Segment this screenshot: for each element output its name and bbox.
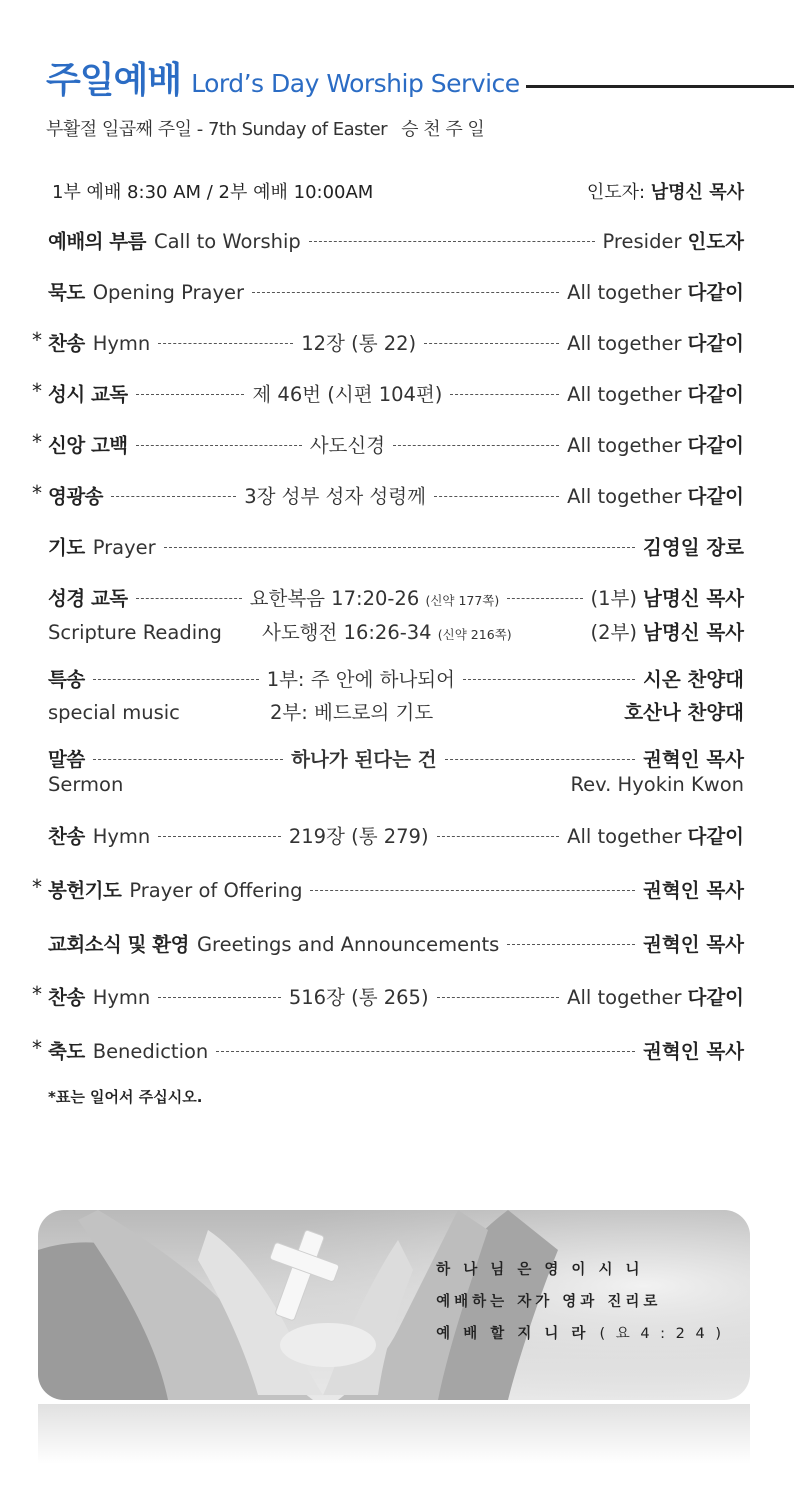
standing-mark: * xyxy=(32,430,42,454)
item-detail: 요한복음 17:20-26 (신약 177쪽) xyxy=(249,587,500,610)
leader-dashes xyxy=(252,292,559,293)
leader-dashes xyxy=(136,394,245,395)
item-detail: 1부: 주 안에 하나되어 xyxy=(266,668,455,691)
leader-dashes xyxy=(445,759,635,760)
standing-note: *표는 일어서 주십시오. xyxy=(48,1088,203,1106)
subtitle-main: 부활절 일곱째 주일 - 7th Sunday of Easter xyxy=(46,119,388,140)
verse-line-3: 예 배 할 지 니 라 ( 요 4 : 2 4 ) xyxy=(436,1326,724,1342)
verse-reference: ( 요 4 : 2 4 ) xyxy=(599,1326,724,1342)
item-title: 기도 xyxy=(48,536,85,559)
item-title: 예배의 부름 xyxy=(48,230,146,253)
item-detail: 사도신경 xyxy=(309,434,386,457)
banner-reflection xyxy=(38,1404,750,1464)
leader-dashes xyxy=(136,445,302,446)
item-leader: All together 다같이 xyxy=(567,434,745,457)
leader-dashes xyxy=(437,997,560,998)
leader-dashes xyxy=(164,547,635,548)
item-leader: (2부) 남명신 목사 xyxy=(590,621,744,644)
leader-dashes xyxy=(450,394,559,395)
item-title-en: Prayer of Offering xyxy=(129,879,303,902)
item-leader: All together 다같이 xyxy=(567,332,744,355)
leader-dashes xyxy=(158,997,281,998)
item-title: 말씀 xyxy=(48,748,85,771)
item-leader-en: Rev. Hyokin Kwon xyxy=(570,773,744,796)
leader-dashes xyxy=(310,890,635,891)
item-detail: 516장 (통 265) xyxy=(288,986,429,1009)
item-title: 성경 교독 xyxy=(48,587,128,610)
leader-dashes xyxy=(393,445,559,446)
leader-dashes xyxy=(158,836,281,837)
item-title-en: Greetings and Announcements xyxy=(196,933,500,956)
item-title-en: Scripture Reading xyxy=(48,621,222,644)
item-leader: 권혁인 목사 xyxy=(643,1040,744,1063)
item-title-en: Call to Worship xyxy=(153,230,301,253)
item-title: 찬송 xyxy=(48,825,85,848)
standing-mark: * xyxy=(32,481,42,505)
leader-label: 인도자: xyxy=(586,182,646,203)
leader-dashes xyxy=(424,343,559,344)
leader-dashes xyxy=(463,679,635,680)
item-title: 특송 xyxy=(48,668,85,691)
verse-line-2: 예배하는 자가 영과 진리로 xyxy=(436,1294,662,1310)
item-title-en: Hymn xyxy=(92,986,151,1009)
item-leader: 시온 찬양대 xyxy=(643,668,744,691)
standing-mark: * xyxy=(32,1036,42,1060)
item-leader: Presider 인도자 xyxy=(602,230,744,253)
leader-dashes xyxy=(136,598,242,599)
leader-dashes xyxy=(309,241,595,242)
item-detail: 12장 (통 22) xyxy=(301,332,417,355)
item-title: 찬송 xyxy=(48,986,85,1009)
leader-dashes xyxy=(216,1051,635,1052)
item-title: 성시 교독 xyxy=(48,383,128,406)
standing-mark: * xyxy=(32,328,42,352)
item-title-en: Opening Prayer xyxy=(92,281,245,304)
item-title: 봉헌기도 xyxy=(48,879,122,902)
item-title: 영광송 xyxy=(48,485,104,508)
item-detail: 3장 성부 성자 성령께 xyxy=(244,485,426,508)
item-leader: 김영일 장로 xyxy=(643,536,744,559)
item-title-en: Prayer xyxy=(92,536,156,559)
item-leader: 권혁인 목사 xyxy=(643,879,744,902)
item-title-en: Benediction xyxy=(92,1040,209,1063)
item-title: 신앙 고백 xyxy=(48,434,128,457)
header xyxy=(46,52,756,141)
leader-dashes xyxy=(93,759,283,760)
leader-dashes xyxy=(93,679,259,680)
standing-mark: * xyxy=(32,379,42,403)
item-leader: 호산나 찬양대 xyxy=(624,701,744,724)
item-leader: All together 다같이 xyxy=(567,485,745,508)
item-title-en: Hymn xyxy=(92,332,151,355)
item-leader: All together 다같이 xyxy=(567,383,744,406)
leader-name: 남명신 목사 xyxy=(650,182,744,203)
item-leader: 권혁인 목사 xyxy=(643,933,744,956)
item-title: 축도 xyxy=(48,1040,85,1063)
item-title-en: special music xyxy=(48,701,180,724)
subtitle xyxy=(46,115,756,141)
item-title: 찬송 xyxy=(48,332,85,355)
sermon-title: 하나가 된다는 건 xyxy=(291,748,437,771)
standing-mark: * xyxy=(32,982,42,1006)
page-title xyxy=(46,52,756,103)
leader-dashes xyxy=(434,496,559,497)
verse-banner xyxy=(38,1210,750,1400)
subtitle-extra: 승 천 주 일 xyxy=(401,119,485,140)
item-leader: All together 다같이 xyxy=(567,281,744,304)
leader-dashes xyxy=(507,944,635,945)
leader-dashes xyxy=(111,496,236,497)
service-times xyxy=(52,178,744,204)
item-leader: (1부) 남명신 목사 xyxy=(590,587,744,610)
standing-mark: * xyxy=(32,875,42,899)
item-leader: All together 다같이 xyxy=(567,825,744,848)
title-rule xyxy=(526,85,794,88)
leader-dashes xyxy=(437,836,560,837)
leader-dashes xyxy=(507,598,582,599)
item-detail: 2부: 베드로의 기도 xyxy=(270,701,434,724)
item-title-en: Hymn xyxy=(92,825,151,848)
title-korean: 주일예배 xyxy=(46,60,182,101)
item-detail: 219장 (통 279) xyxy=(288,825,429,848)
item-detail: 제 46번 (시편 104편) xyxy=(252,383,443,406)
item-title: 묵도 xyxy=(48,281,85,304)
schedule-text: 1부 예배 8:30 AM / 2부 예배 10:00AM xyxy=(52,182,374,203)
item-leader: All together 다같이 xyxy=(567,986,744,1009)
item-title-en: Sermon xyxy=(48,773,124,796)
verse-line-1: 하 나 님 은 영 이 시 니 xyxy=(436,1262,644,1278)
bible-verse xyxy=(436,1254,724,1350)
leader xyxy=(587,178,744,204)
item-title: 교회소식 및 환영 xyxy=(48,933,189,956)
title-english: Lord’s Day Worship Service xyxy=(191,69,520,98)
item-leader: 권혁인 목사 xyxy=(643,748,745,771)
leader-dashes xyxy=(158,343,293,344)
item-detail: 사도행전 16:26-34 (신약 216쪽) xyxy=(262,621,512,644)
